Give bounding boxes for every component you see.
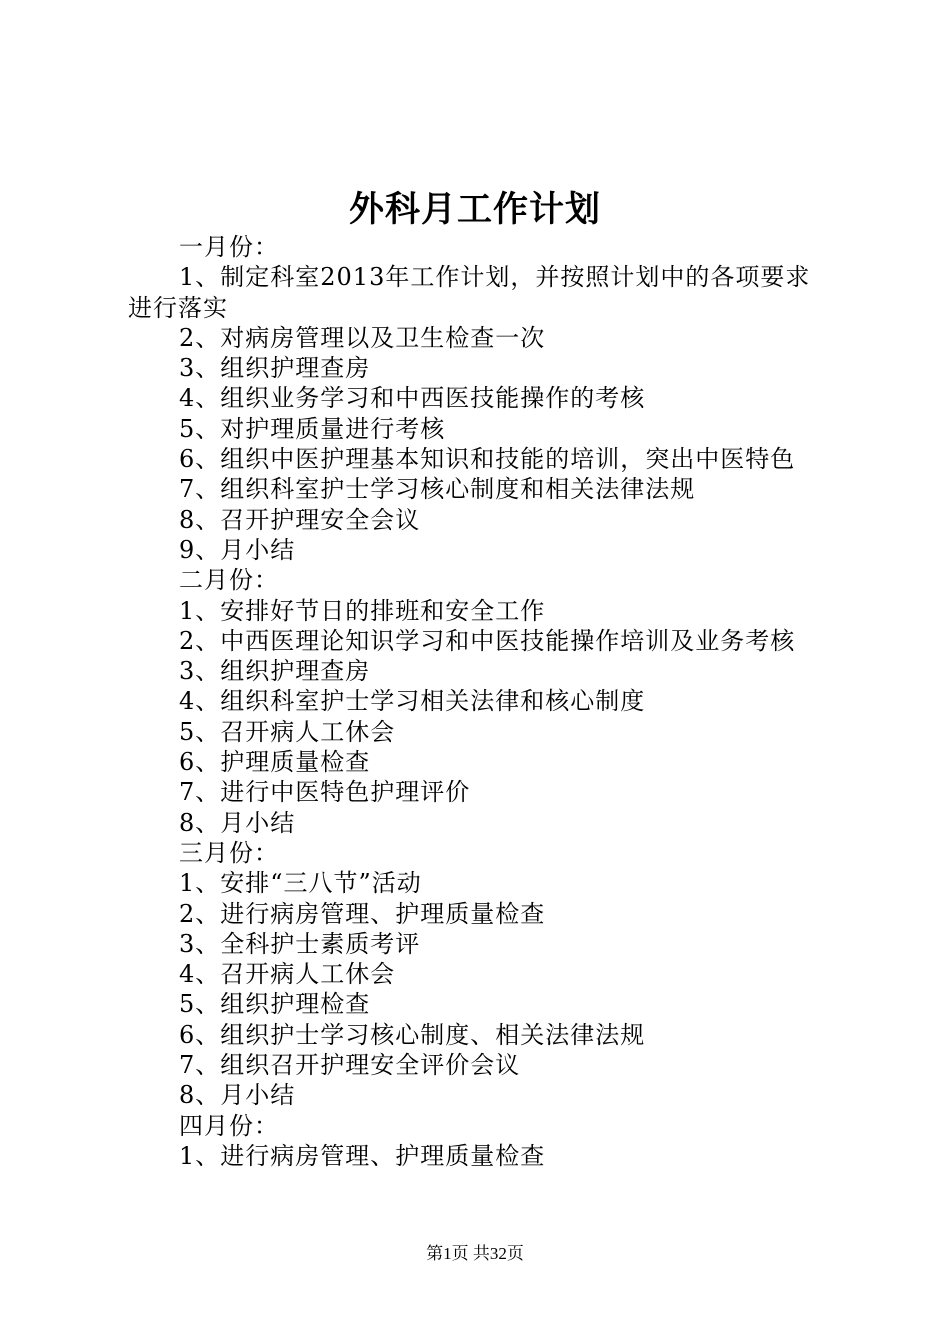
list-item: 3、组织护理查房: [179, 657, 371, 686]
section-heading: 二月份：: [179, 566, 279, 595]
page-title: 外科月工作计划: [348, 189, 601, 230]
list-item: 2、对病房管理以及卫生检查一次: [179, 323, 546, 352]
list-item: 4、召开病人工休会: [179, 960, 396, 989]
list-item: 8、月小结: [179, 808, 296, 837]
list-item: 9、月小结: [179, 535, 296, 564]
list-item: 3、组织护理查房: [179, 354, 371, 383]
page-number: 第1页 共32页: [426, 1244, 524, 1263]
list-item: 6、护理质量检查: [179, 748, 371, 777]
list-item: 1、进行病房管理、护理质量检查: [179, 1141, 546, 1170]
list-item: 1、制定科室2013年工作计划，并按照计划中的各项要求进行落实: [128, 263, 811, 322]
list-item: 6、组织中医护理基本知识和技能的培训，突出中医特色: [179, 445, 796, 474]
list-item: 3、全科护士素质考评: [179, 929, 421, 958]
document-body: [128, 232, 833, 1171]
section-heading: 四月份：: [179, 1111, 279, 1140]
list-item: 5、组织护理检查: [179, 990, 371, 1019]
list-item: 4、组织科室护士学习相关法律和核心制度: [179, 687, 646, 716]
list-item: 7、组织科室护士学习核心制度和相关法律法规: [179, 475, 696, 504]
list-item: 5、召开病人工休会: [179, 717, 396, 746]
list-item: 4、组织业务学习和中西医技能操作的考核: [179, 384, 646, 413]
list-item: 8、召开护理安全会议: [179, 505, 421, 534]
list-item: 5、对护理质量进行考核: [179, 414, 446, 443]
list-item: 7、组织召开护理安全评价会议: [179, 1051, 521, 1080]
list-item: 1、安排好节日的排班和安全工作: [179, 596, 546, 625]
list-item: 1、安排“三八节”活动: [179, 869, 422, 898]
list-item: 2、进行病房管理、护理质量检查: [179, 899, 546, 928]
list-item: 7、进行中医特色护理评价: [179, 778, 471, 807]
list-item: 8、月小结: [179, 1081, 296, 1110]
section-heading: 一月份：: [179, 233, 279, 261]
list-item: 2、中西医理论知识学习和中医技能操作培训及业务考核: [179, 626, 796, 655]
section-heading: 三月份：: [179, 838, 279, 867]
list-item: 6、组织护士学习核心制度、相关法律法规: [179, 1020, 646, 1049]
